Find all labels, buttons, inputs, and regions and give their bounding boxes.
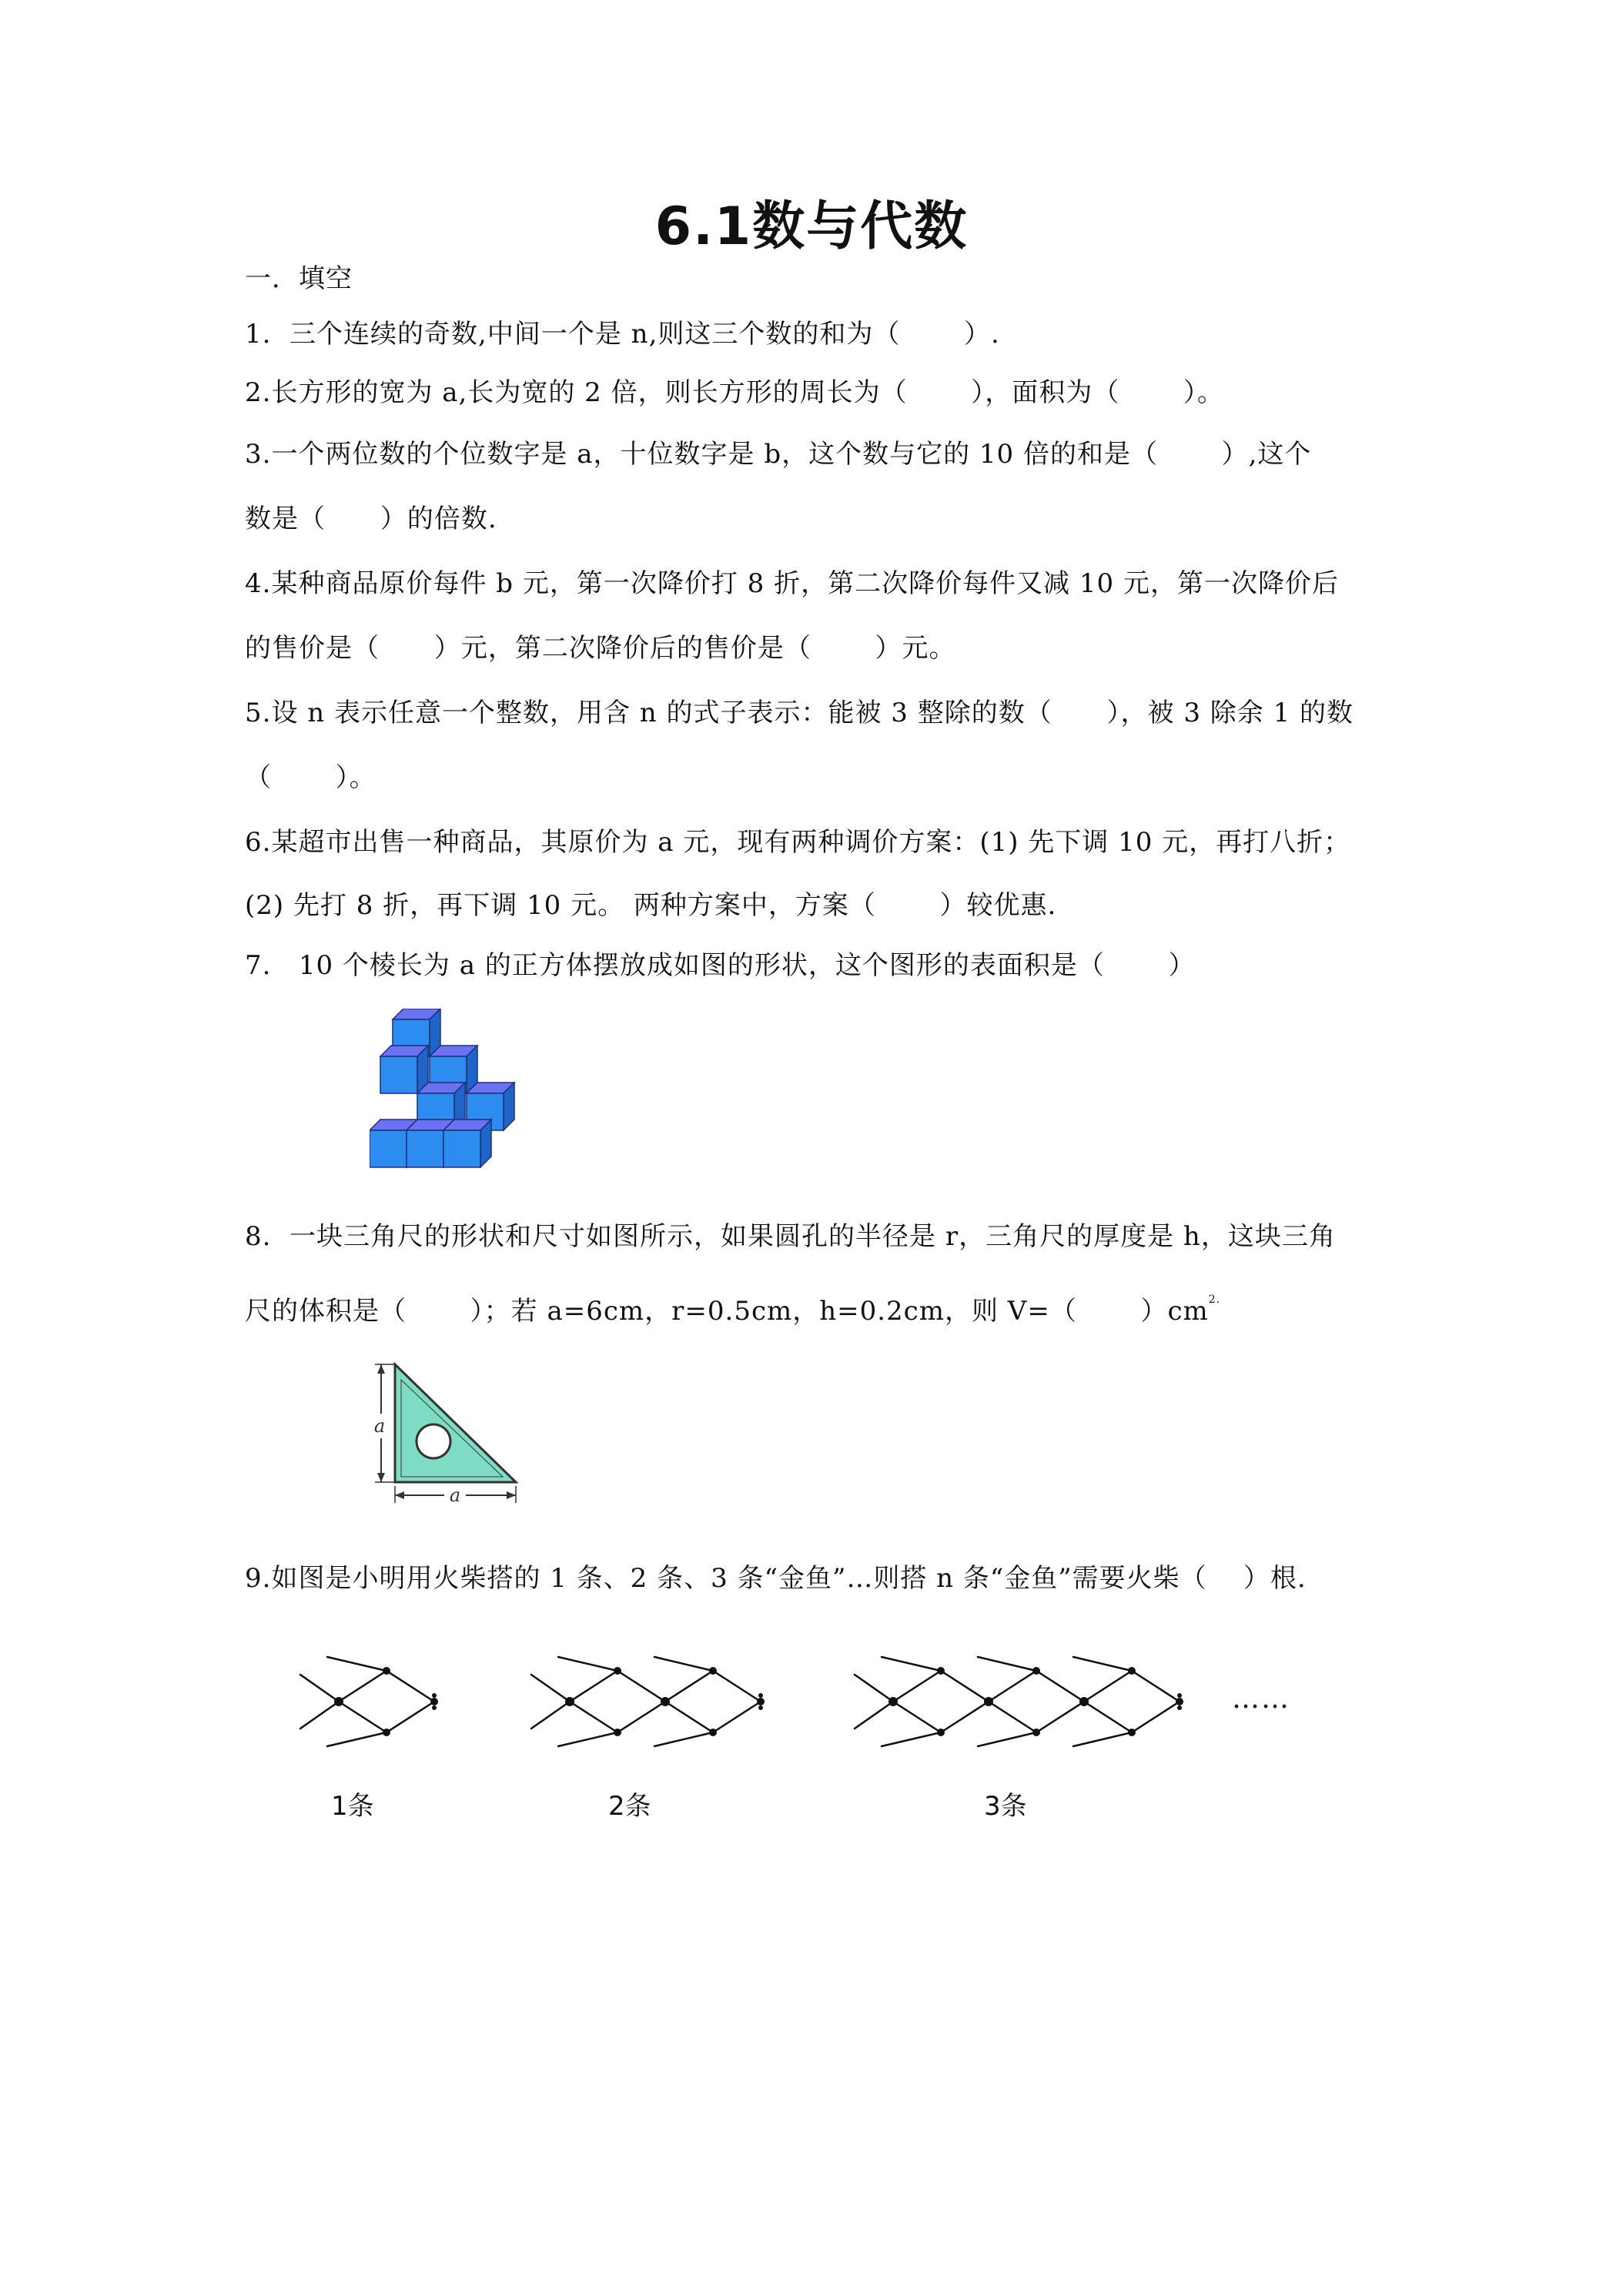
question-3-line-2: 数是（ ）的倍数. — [245, 504, 497, 534]
question-8-line-1: 8. 一块三角尺的形状和尺寸如图所示，如果圆孔的半径是 r，三角尺的厚度是 h，这块三角 — [245, 1221, 1336, 1252]
question-8-line-2: 尺的体积是（ ）；若 a=6cm，r=0.5cm，h=0.2cm，则 V=（ ）$cm^{2.}$ — [245, 1294, 1221, 1327]
question-9: 9.如图是小明用火柴搭的 1 条、2 条、3 条“金鱼”…则搭 n 条“金鱼”需要火柴（ ）根. — [245, 1563, 1307, 1594]
cube — [380, 1046, 428, 1093]
question-7: 7. 10 个棱长为 a 的正方体摆放成如图的形状，这个图形的表面积是（ ） — [245, 950, 1196, 981]
cubes-figure — [370, 1009, 531, 1186]
triangle-side-label: a — [373, 1415, 386, 1437]
triangle-base-label: a — [449, 1484, 461, 1506]
goldfish-matchsticks-figure — [293, 1655, 1324, 1755]
question-4-line-1: 4.某种商品原价每件 b 元，第一次降价打 8 折，第二次降价每件又减 10 元，第一次降价后 — [245, 568, 1339, 599]
question-3-line-1: 3.一个两位数的个位数字是 a，十位数字是 b，这个数与它的 10 倍的和是（ ）,这个 — [245, 439, 1312, 470]
question-6-line-2: (2) 先打 8 折，再下调 10 元。 两种方案中，方案（ ）较优惠. — [245, 890, 1057, 921]
question-1: 1. 三个连续的奇数,中间一个是 n,则这三个数的和为（ ）. — [245, 319, 1000, 350]
page-title: 6.1数与代数 — [654, 196, 969, 257]
question-5-line-2: （ ）。 — [245, 762, 376, 793]
section-heading: 一．填空 — [245, 263, 353, 294]
question-5-line-1: 5.设 n 表示任意一个整数，用含 n 的式子表示：能被 3 整除的数（ ），被 3 除余 1 的数 — [245, 698, 1354, 728]
question-6-line-1: 6.某超市出售一种商品，其原价为 a 元，现有两种调价方案：(1) 先下调 10 元，再打八折； — [245, 827, 1351, 858]
caption-2: 2条 — [608, 1791, 651, 1822]
caption-3: 3条 — [984, 1791, 1027, 1822]
goldfish-1 — [300, 1657, 434, 1746]
triangle-ruler-figure — [366, 1355, 527, 1509]
cube — [443, 1120, 491, 1167]
question-4-line-2: 的售价是（ ）元，第二次降价后的售价是（ ）元。 — [245, 633, 956, 664]
ellipsis: …… — [1232, 1683, 1290, 1715]
caption-1: 1条 — [331, 1791, 374, 1822]
question-2: 2.长方形的宽为 a,长为宽的 2 倍，则长方形的周长为（ ），面积为（ ）。 — [245, 377, 1224, 408]
